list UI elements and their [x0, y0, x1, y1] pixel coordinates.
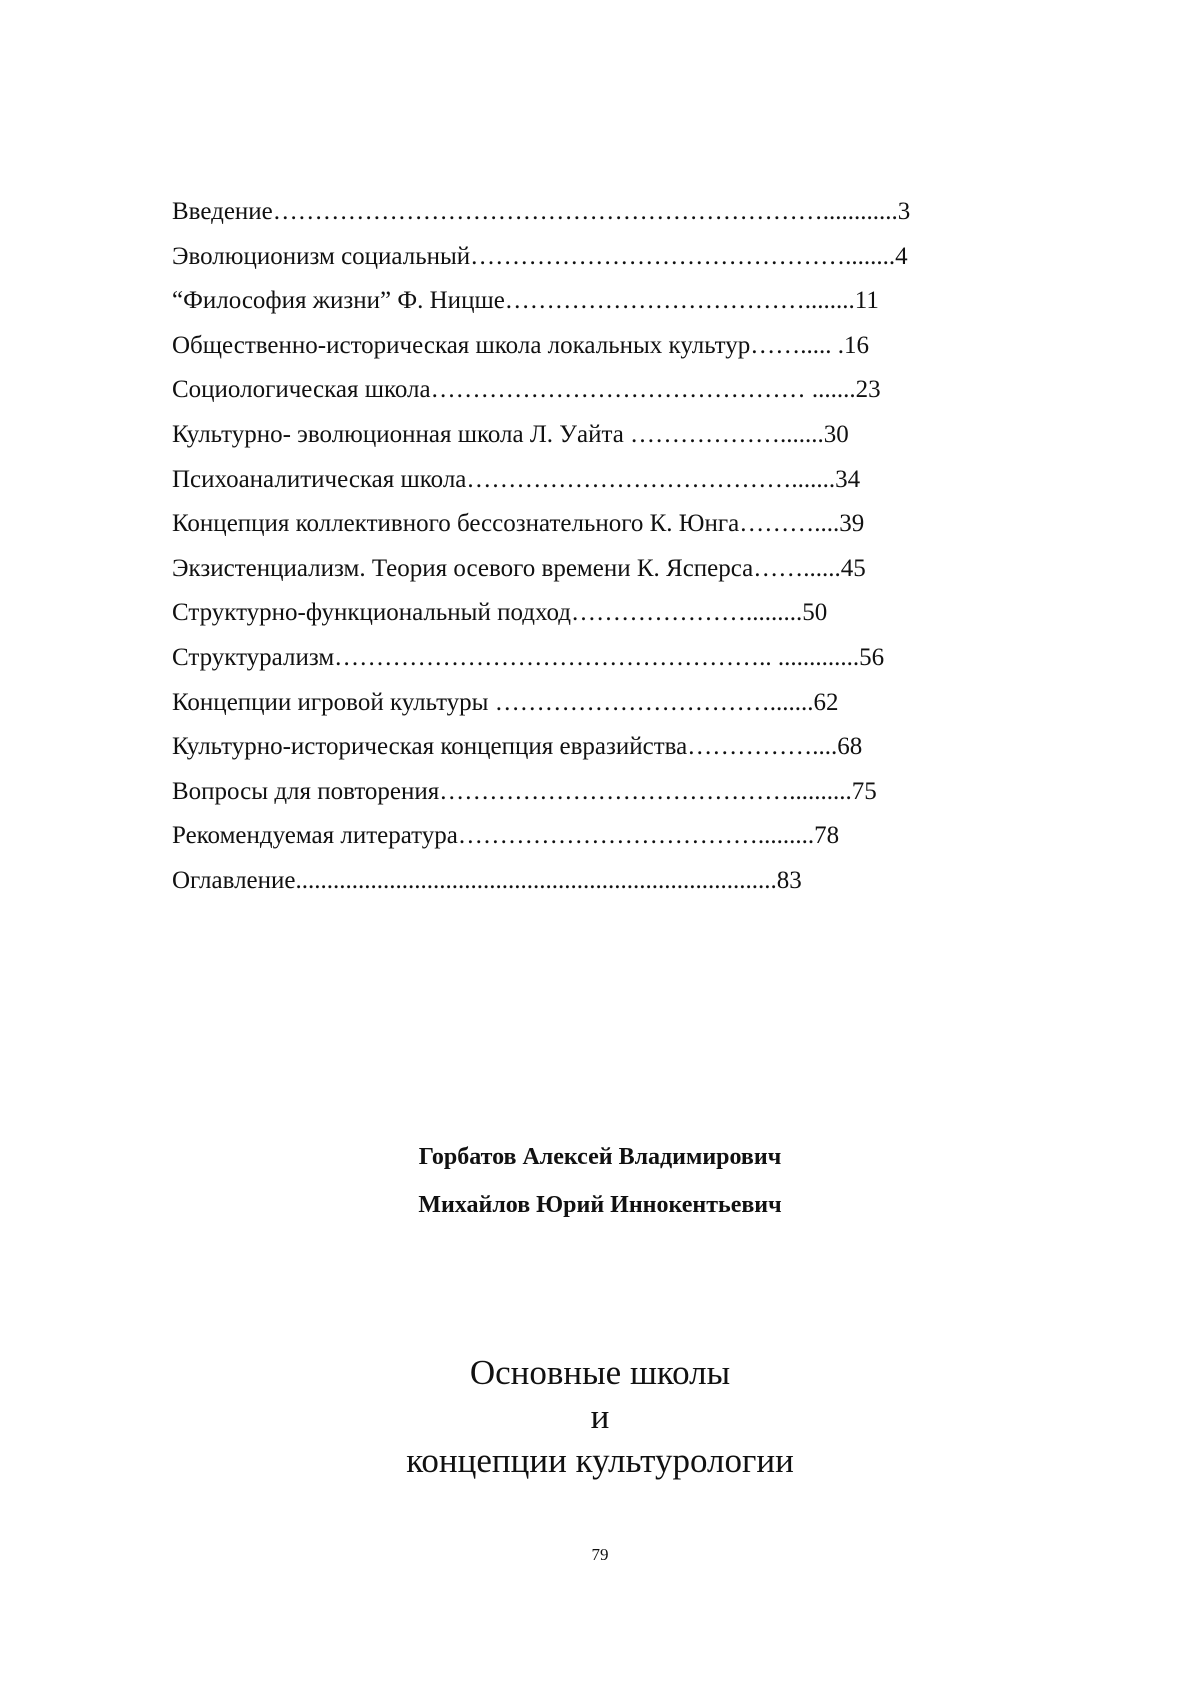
toc-entry-nietzsche: “Философия жизни” Ф. Ницше………………………………........11 — [172, 287, 879, 315]
author-name: Михайлов Юрий Иннокентьевич — [418, 1192, 782, 1218]
toc-entry-psychoanalytic-school: Психоаналитическая школа………………………………….......34 — [172, 465, 861, 493]
toc-entry-local-cultures-school: Общественно-историческая школа локальных культур……..... .16 — [172, 331, 869, 359]
toc-entry-white-school: Культурно- эволюционная школа Л. Уайта ……………….......30 — [172, 420, 849, 448]
page-number: 79 — [591, 1545, 609, 1564]
toc-entry-recommended-literature: Рекомендуемая литература……………………………….........78 — [172, 822, 840, 850]
toc-entry-play-culture: Концепции игровой культуры …………………………….......62 — [172, 688, 839, 716]
author-name: Горбатов Алексей Владимирович — [418, 1144, 782, 1170]
toc-entry-sociological-school: Социологическая школа……………………………………… .......23 — [172, 376, 881, 404]
toc-entry-jung-concept: Концепция коллективного бессознательного К. Юнга………....39 — [172, 510, 865, 538]
book-title-line: Основные школы — [469, 1353, 731, 1392]
book-title-line: концепции культурологии — [406, 1441, 794, 1480]
toc-entry-contents: Оглавление.............................................................................83 — [172, 866, 802, 894]
table-of-contents — [172, 190, 1012, 904]
toc-entry-introduction: Введение…………………………………………………………............3 — [172, 198, 911, 225]
toc-entry-review-questions: Вопросы для повторения……………………………………..........75 — [172, 777, 877, 805]
book-title-line: и — [590, 1397, 610, 1436]
toc-entry-eurasianism: Культурно-историческая концепция евразийства……………....68 — [172, 733, 863, 761]
authors-block — [0, 1133, 1200, 1229]
toc-entry-social-evolutionism: Эволюционизм социальный………………………………………........4 — [172, 242, 908, 270]
toc-entry-existentialism: Экзистенциализм. Теория осевого времени К. Ясперса……......45 — [172, 554, 866, 582]
book-title — [0, 1351, 1200, 1483]
toc-entry-structural-functional: Структурно-функциональный подход………………….........50 — [172, 599, 828, 627]
toc-entry-structuralism: Структурализм…………………………………………….. .............56 — [172, 643, 885, 671]
